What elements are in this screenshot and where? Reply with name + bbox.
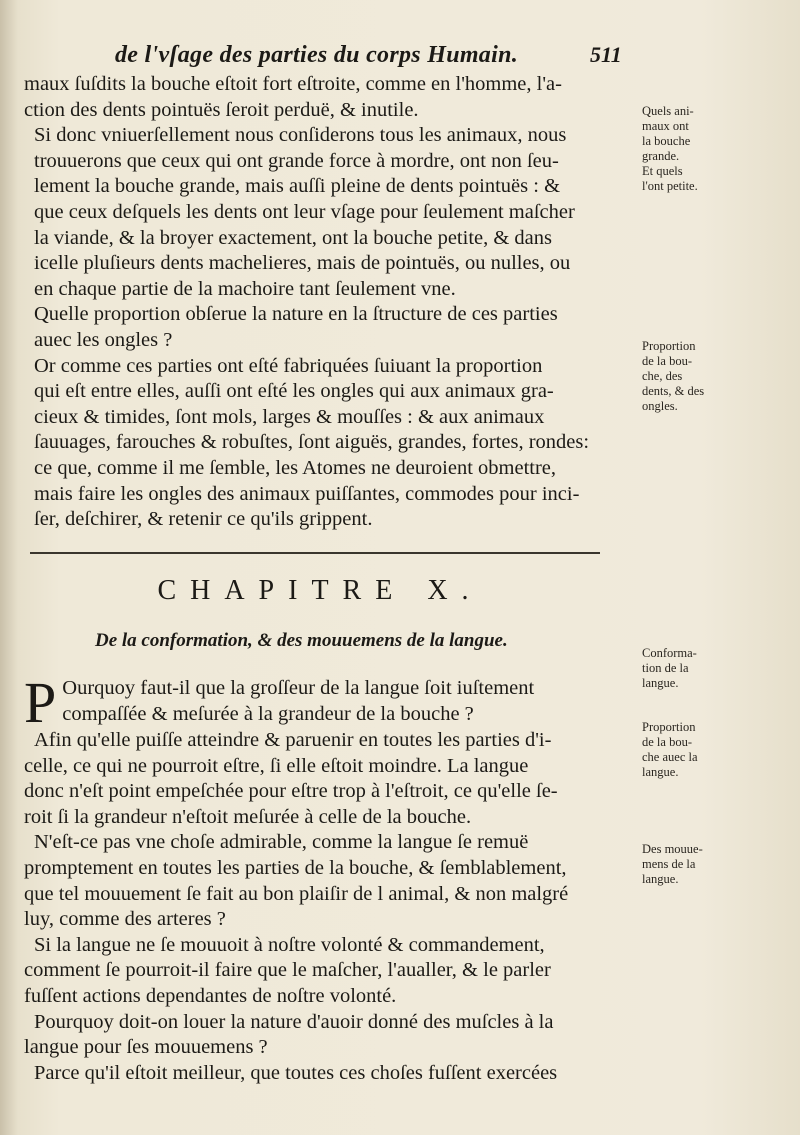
text-line: N'eſt-ce pas vne choſe admirable, comme la langue ſe remuë: [34, 831, 529, 854]
text-line: Ourquoy faut-il que la groſſeur de la langue ſoit iuſtement: [62, 677, 535, 699]
margin-note-line: maux ont: [642, 119, 689, 133]
margin-note-line: de la bou-: [642, 354, 692, 368]
text-line: ſer, deſchirer, & retenir ce qu'ils grippent.: [34, 508, 373, 531]
margin-note-line: tion de la: [642, 661, 689, 675]
paragraph: [24, 123, 640, 302]
paragraph: [24, 933, 640, 1010]
text-line: celle, ce qui ne pourroit eſtre, ſi elle eſtoit moindre. La langue: [24, 754, 529, 777]
text-line: Si la langue ne ſe mouuoit à noſtre volonté & commandement,: [34, 933, 545, 956]
margin-note-line: ongles.: [642, 399, 678, 413]
text-line: promptement en toutes les parties de la bouche, & ſemblablement,: [24, 856, 567, 879]
margin-note-line: Quels ani-: [642, 104, 694, 118]
margin-note-line: Proportion: [642, 339, 696, 353]
text-line: que ceux deſquels les dents ont leur vſage pour ſeulement maſcher: [34, 200, 575, 223]
text-line: donc n'eſt point empeſchée pour eſtre trop à l'eſtroit, ce qu'elle ſe-: [24, 780, 558, 803]
margin-note-mouuemens: [642, 842, 782, 887]
chapter-heading: CHAPITRE X.: [157, 575, 483, 606]
margin-note-line: la bouche: [642, 134, 691, 148]
running-head-title: de l'vſage des parties du corps Humain.: [115, 42, 519, 68]
margin-note-line: langue.: [642, 872, 679, 886]
text-line: trouuerons que ceux qui ont grande force à mordre, ont non ſeu-: [34, 149, 559, 172]
text-line: roit ſi la grandeur n'eſtoit meſurée à celle de la bouche.: [24, 805, 472, 828]
text-line: que tel mouuement ſe fait au bon plaiſir de l animal, & non malgré: [24, 882, 569, 905]
margin-note-line: Des mouue-: [642, 842, 703, 856]
running-head: [0, 40, 800, 74]
text-line: Quelle proportion obſerue la nature en la ſtructure de ces parties: [34, 303, 558, 326]
paragraph: [24, 1010, 640, 1061]
text-line: ce que, comme il me ſemble, les Atomes ne deuroient obmettre,: [34, 456, 557, 479]
margin-note-line: dents, & des: [642, 384, 705, 398]
text-line: fuſſent actions dependantes de noſtre volonté.: [24, 984, 397, 1007]
paragraph: [24, 1061, 640, 1087]
margin-note-conformation: [642, 646, 782, 691]
text-line: en chaque partie de la machoire tant ſeulement vne.: [34, 277, 456, 300]
margin-note-proportion-ongles: [642, 339, 782, 414]
text-line: icelle pluſieurs dents machelieres, mais de pointuës, ou nulles, ou: [34, 252, 571, 275]
margin-note-line: langue.: [642, 765, 679, 779]
paragraph: [24, 302, 640, 353]
margin-note-line: mens de la: [642, 857, 696, 871]
text-line: langue pour ſes mouuemens ?: [24, 1036, 268, 1059]
text-line: Afin qu'elle puiſſe atteindre & paruenir en toutes les parties d'i-: [34, 729, 552, 751]
text-line: lement la bouche grande, mais auſſi pleine de dents pointuës : &: [34, 175, 561, 198]
text-line: mais faire les ongles des animaux puiſſantes, commodes pour inci-: [34, 482, 580, 505]
margin-note-bouche: [642, 104, 782, 194]
paragraph: [24, 728, 640, 830]
text-line: la viande, & la broyer exactement, ont la bouche petite, & dans: [34, 226, 553, 249]
text-line: comment ſe pourroit-il faire que le maſcher, l'aualler, & le parler: [24, 959, 551, 982]
margin-note-line: langue.: [642, 676, 679, 690]
margin-note-line: che auec la: [642, 750, 698, 764]
margin-note-line: che, des: [642, 369, 683, 383]
opening-paragraph: [24, 670, 640, 735]
text-line: compaſſée & meſurée à la grandeur de la bouche ?: [62, 702, 474, 725]
text-line: Si donc vniuerſellement nous conſiderons tous les animaux, nous: [34, 124, 567, 147]
page-number: 511: [590, 42, 622, 67]
text-line: ſauuages, farouches & robuſtes, ſont aiguës, grandes, fortes, rondes:: [34, 431, 590, 454]
section-divider-rule: [30, 552, 600, 554]
text-line: qui eſt entre elles, auſſi ont eſté les ongles qui aux animaux gra-: [34, 380, 554, 403]
margin-note-line: l'ont petite.: [642, 179, 698, 193]
main-text-section-1: [24, 72, 640, 533]
margin-note-line: Conforma-: [642, 646, 697, 660]
text-line: cieux & timides, ſont mols, larges & mouſſes : & aux animaux: [34, 405, 545, 428]
text-line: Parce qu'il eſtoit meilleur, que toutes ces choſes fuſſent exercées: [34, 1061, 558, 1084]
drop-cap: P: [24, 670, 57, 735]
margin-note-line: de la bou-: [642, 735, 692, 749]
chapter-subtitle: De la conformation, & des mouuemens de la langue.: [95, 630, 508, 651]
paragraph: [24, 72, 640, 123]
text-line: ction des dents pointuës ſeroit perduë, & inutile.: [24, 98, 419, 121]
text-line: Pourquoy doit-on louer la nature d'auoir donné des muſcles à la: [34, 1010, 554, 1033]
margin-note-line: Et quels: [642, 164, 683, 178]
margin-note-proportion-langue: [642, 720, 782, 780]
margin-note-line: grande.: [642, 149, 680, 163]
main-text-section-2: [24, 670, 640, 1086]
text-line: maux ſuſdits la bouche eſtoit fort eſtroite, comme en l'homme, l'a-: [24, 73, 562, 95]
text-line: Or comme ces parties ont eſté fabriquées ſuiuant la proportion: [34, 354, 543, 377]
margin-note-line: Proportion: [642, 720, 696, 734]
paragraph: [24, 354, 640, 533]
text-line: luy, comme des arteres ?: [24, 908, 226, 931]
paragraph: [24, 830, 640, 932]
text-line: auec les ongles ?: [34, 328, 173, 351]
